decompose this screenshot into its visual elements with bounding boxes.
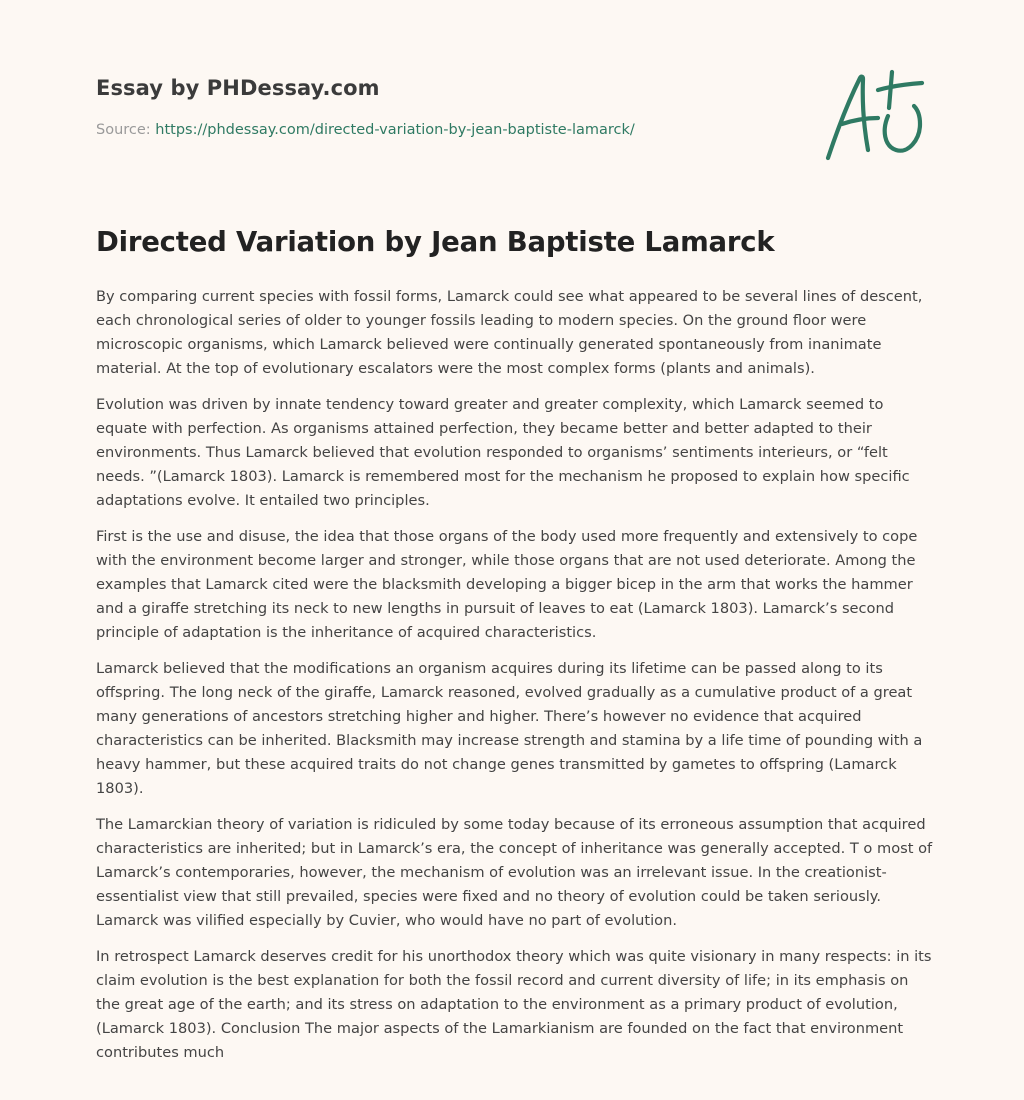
source-label: Source: (96, 122, 151, 138)
essay-paragraph: First is the use and disuse, the idea that those organs of the body used more frequently and extensively to cope with the environment become larger and stronger, while those organs that are not used deteriorate. Among the examples that Lamarck cited were the blacksmith developing a bigger bicep in the arm that works the hammer and a giraffe stretching its neck to new lengths in pursuit of leaves to eat (Lamarck 1803). Lamarck’s second principle of adaptation is the inheritance of acquired characteristics. (96, 528, 918, 641)
essay-body (96, 285, 934, 1077)
essay-title: Directed Variation by Jean Baptiste Lamarck (96, 226, 775, 258)
essay-paragraph: Lamarck believed that the modifications an organism acquires during its lifetime can be passed along to its offspring. The long neck of the giraffe, Lamarck reasoned, evolved gradually as a cumulative product of a great many generations of ancestors stretching higher and higher. There’s however no evidence that acquired characteristics can be inherited. Blacksmith may increase strength and stamina by a life time of pounding with a heavy hammer, but these acquired traits do not change genes transmitted by gametes to offspring (Lamarck 1803). (96, 660, 923, 797)
source-line (96, 122, 736, 138)
site-title: Essay by PHDessay.com (96, 76, 380, 100)
essay-paragraph: In retrospect Lamarck deserves credit for his unorthodox theory which was quite visionary in many respects: in its claim evolution is the best explanation for both the fossil record and current diversity of life; in its emphasis on the great age of the earth; and its stress on adaptation to the environment as a primary product of evolution, (Lamarck 1803). Conclusion The major aspects of the Lamarkianism are founded on the fact that environment contributes much (96, 948, 932, 1061)
essay-paragraph: Evolution was driven by innate tendency toward greater and greater complexity, which Lamarck seemed to equate with perfection. As organisms attained perfection, they became better and better adapted to their environments. Thus Lamarck believed that evolution responded to organisms’ sentiments interieurs, or “felt needs. ”(Lamarck 1803). Lamarck is remembered most for the mechanism he proposed to explain how specific adaptations evolve. It entailed two principles. (96, 396, 910, 509)
source-link[interactable]: https://phdessay.com/directed-variation-by-jean-baptiste-lamarck/ (155, 122, 635, 138)
essay-paragraph: The Lamarckian theory of variation is ridiculed by some today because of its erroneous assumption that acquired characteristics are inherited; but in Lamarck’s era, the concept of inheritance was generally accepted. T o most of Lamarck’s contemporaries, however, the mechanism of evolution was an irrelevant issue. In the creationist-essentialist view that still prevailed, species were fixed and no theory of evolution could be taken seriously. Lamarck was vilified especially by Cuvier, who would have no part of evolution. (96, 816, 933, 929)
a-plus-logo-icon (822, 66, 932, 166)
essay-paragraph: By comparing current species with fossil forms, Lamarck could see what appeared to be several lines of descent, each chronological series of older to younger fossils leading to modern species. On the ground floor were microscopic organisms, which Lamarck believed were continually generated spontaneously from inanimate material. At the top of evolutionary escalators were the most complex forms (plants and animals). (96, 288, 923, 377)
page-header (96, 76, 736, 138)
